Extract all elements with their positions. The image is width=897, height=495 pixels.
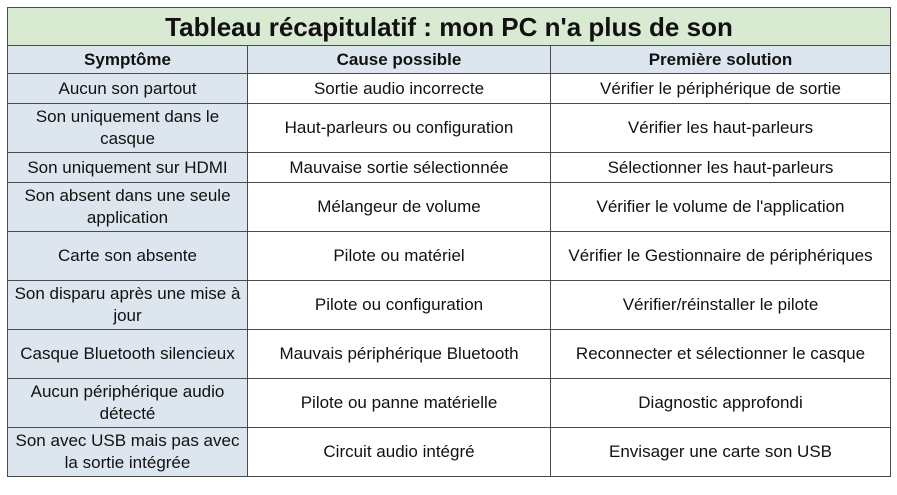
cause-cell: Mélangeur de volume bbox=[248, 183, 551, 232]
solution-cell: Diagnostic approfondi bbox=[551, 379, 891, 428]
cause-cell: Sortie audio incorrecte bbox=[248, 74, 551, 104]
cause-cell: Circuit audio intégré bbox=[248, 428, 551, 477]
symptom-cell: Carte son absente bbox=[8, 232, 248, 281]
table-row bbox=[8, 104, 891, 153]
table-row bbox=[8, 330, 891, 379]
symptom-cell: Son avec USB mais pas avec la sortie intégrée bbox=[8, 428, 248, 477]
header-symptom: Symptôme bbox=[8, 46, 248, 74]
symptom-cell: Son disparu après une mise à jour bbox=[8, 281, 248, 330]
table-title: Tableau récapitulatif : mon PC n'a plus de son bbox=[8, 8, 891, 46]
header-row bbox=[8, 46, 891, 74]
header-cause: Cause possible bbox=[248, 46, 551, 74]
solution-cell: Vérifier le volume de l'application bbox=[551, 183, 891, 232]
cause-cell: Mauvais périphérique Bluetooth bbox=[248, 330, 551, 379]
symptom-cell: Aucun son partout bbox=[8, 74, 248, 104]
symptom-cell: Aucun périphérique audio détecté bbox=[8, 379, 248, 428]
symptom-cell: Casque Bluetooth silencieux bbox=[8, 330, 248, 379]
cause-cell: Pilote ou configuration bbox=[248, 281, 551, 330]
solution-cell: Vérifier le Gestionnaire de périphériques bbox=[551, 232, 891, 281]
table-row bbox=[8, 379, 891, 428]
solution-cell: Vérifier les haut-parleurs bbox=[551, 104, 891, 153]
table-row bbox=[8, 281, 891, 330]
cause-cell: Haut-parleurs ou configuration bbox=[248, 104, 551, 153]
symptom-cell: Son absent dans une seule application bbox=[8, 183, 248, 232]
solution-cell: Vérifier le périphérique de sortie bbox=[551, 74, 891, 104]
solution-cell: Envisager une carte son USB bbox=[551, 428, 891, 477]
cause-cell: Pilote ou matériel bbox=[248, 232, 551, 281]
cause-cell: Pilote ou panne matérielle bbox=[248, 379, 551, 428]
table-row bbox=[8, 428, 891, 477]
table-row bbox=[8, 232, 891, 281]
table-row bbox=[8, 74, 891, 104]
table-row bbox=[8, 183, 891, 232]
title-row bbox=[8, 8, 891, 46]
summary-table-container bbox=[7, 7, 890, 477]
cause-cell: Mauvaise sortie sélectionnée bbox=[248, 153, 551, 183]
symptom-cell: Son uniquement sur HDMI bbox=[8, 153, 248, 183]
solution-cell: Reconnecter et sélectionner le casque bbox=[551, 330, 891, 379]
solution-cell: Vérifier/réinstaller le pilote bbox=[551, 281, 891, 330]
symptom-cell: Son uniquement dans le casque bbox=[8, 104, 248, 153]
table-row bbox=[8, 153, 891, 183]
summary-table bbox=[7, 7, 891, 477]
solution-cell: Sélectionner les haut-parleurs bbox=[551, 153, 891, 183]
header-solution: Première solution bbox=[551, 46, 891, 74]
